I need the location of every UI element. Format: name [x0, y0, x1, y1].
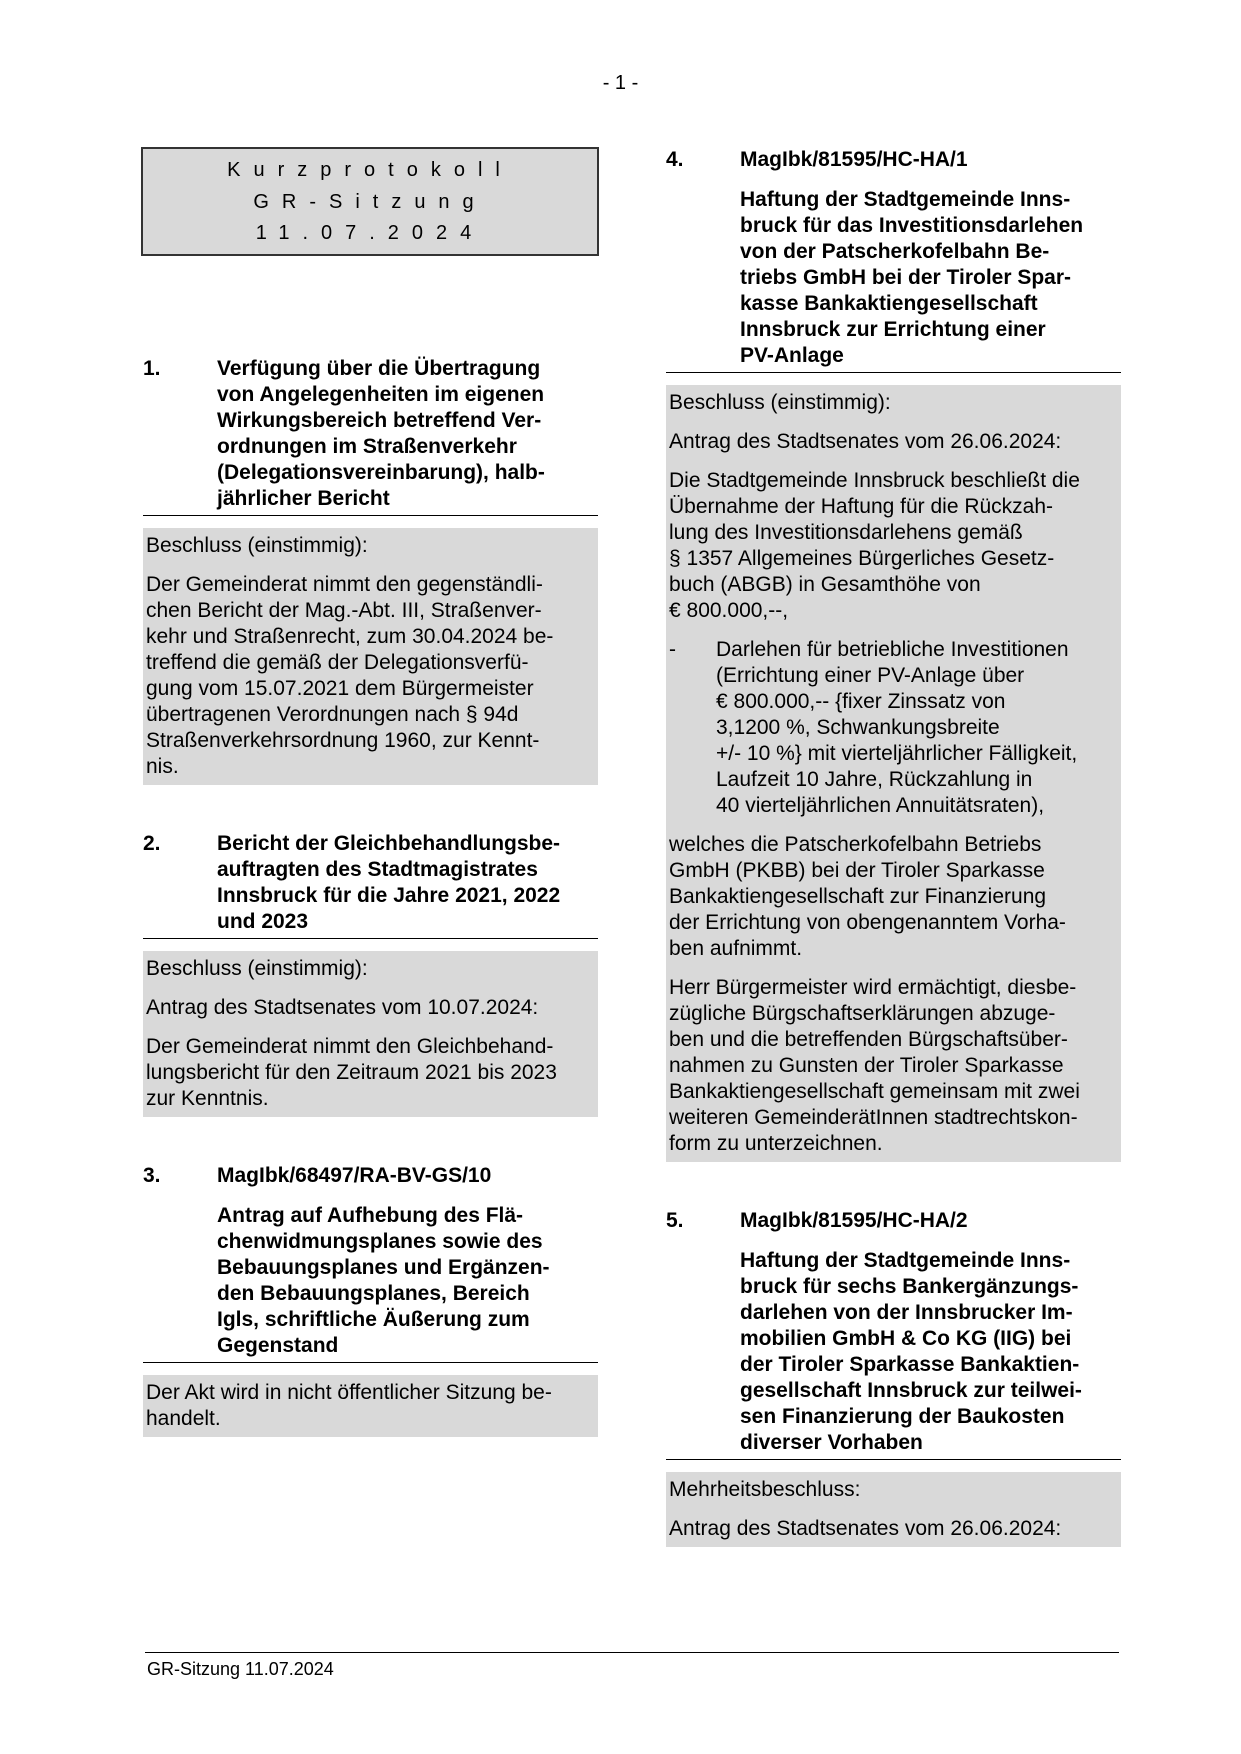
decision-label: Mehrheitsbeschluss: [669, 1478, 861, 1501]
item-number: 3. [143, 1164, 161, 1187]
resolution-block [143, 528, 598, 785]
case-number: MagIbk/68497/RA-BV-GS/10 [217, 1164, 492, 1187]
divider [143, 1362, 598, 1363]
request-line: Antrag des Stadtsenates vom 26.06.2024: [669, 1517, 1062, 1540]
resolution-paragraph-1: Die Stadtgemeinde Innsbruck beschließt die Übernahme der Haftung für die Rückzah- lung des Investitionsdarlehens gemäß § 1357 Allgemeines Bürgerliches Gesetz- buch (ABGB) in Gesamthöhe von € 800.000,--, [669, 469, 1080, 622]
item-number: 4. [666, 148, 684, 171]
agenda-item-3 [143, 1163, 598, 1437]
bullet-item [669, 637, 1118, 819]
title-kurzprotokoll: Kurzprotokoll [227, 159, 513, 182]
item-number: 2. [143, 832, 161, 855]
divider [666, 1459, 1121, 1460]
resolution-text: Der Akt wird in nicht öffentlicher Sitzung be- handelt. [146, 1381, 552, 1430]
resolution-paragraph-2: welches die Patscherkofelbahn Betriebs GmbH (PKBB) bei der Tiroler Sparkasse Bankaktiengesellschaft zur Finanzierung der Errichtung von obengenanntem Vorha- ben aufnimmt. [669, 833, 1066, 960]
item-title: MagIbk/68497/RA-BV-GS/10 Antrag auf Aufhebung des Flä- chenwidmungsplanes sowie des Bebauungsplanes und Ergänzen- den Bebauungsplanes, Bereich Igls, schriftliche Äußerung zum Gegenstand [217, 1163, 598, 1359]
divider [143, 938, 598, 939]
item-number: 1. [143, 357, 161, 380]
divider [143, 515, 598, 516]
resolution-block [143, 951, 598, 1117]
footer-rule [145, 1652, 1119, 1653]
left-column [143, 147, 598, 1437]
bullet-dash: - [669, 638, 676, 661]
title-box [141, 147, 599, 256]
decision-label: Beschluss (einstimmig): [146, 957, 368, 980]
divider [666, 372, 1121, 373]
title-session: GR-Sitzung [253, 190, 487, 213]
agenda-item-2 [143, 831, 598, 1117]
case-number: MagIbk/81595/HC-HA/2 [740, 1209, 968, 1232]
item-title: MagIbk/81595/HC-HA/1 Haftung der Stadtgemeinde Inns- bruck für das Investitionsdarlehen von der Patscherkofelbahn Be- triebs GmbH bei der Tiroler Spar- kasse Bankaktiengesellschaft Innsbruck zur Errichtung einer PV-Anlage [740, 147, 1121, 369]
item-number: 5. [666, 1209, 684, 1232]
request-line: Antrag des Stadtsenates vom 10.07.2024: [146, 996, 539, 1019]
agenda-item-1 [143, 356, 598, 785]
item-title: Verfügung über die Übertragung von Angelegenheiten im eigenen Wirkungsbereich betreffend Ver- ordnungen im Straßenverkehr (Delegationsvereinbarung), halb- jährlicher Bericht [217, 357, 545, 510]
resolution-block [666, 385, 1121, 1162]
decision-label: Beschluss (einstimmig): [669, 391, 891, 414]
bullet-text: Darlehen für betriebliche Investitionen (Errichtung einer PV-Anlage über € 800.000,-- {fixer Zinssatz von 3,1200 %, Schwankungsbreite +/- 10 %} mit vierteljährlicher Fälligkeit, Laufzeit 10 Jahre, Rückzahlung in 40 vierteljährlichen Annuitätsraten), [716, 638, 1078, 817]
decision-label: Beschluss (einstimmig): [146, 534, 368, 557]
resolution-text: Der Gemeinderat nimmt den gegenständli- chen Bericht der Mag.-Abt. III, Straßenver- kehr und Straßenrecht, zum 30.04.2024 be- treffend die gemäß der Delegationsverfü- gung vom 15.07.2021 dem Bürgermeister übertragenen Verordnungen nach § 94d Straßenverkehrsordnung 1960, zur Kennt- nis. [146, 573, 554, 778]
title-date: 11.07.2024 [255, 221, 485, 244]
right-column [666, 147, 1121, 1547]
agenda-item-4 [666, 147, 1121, 1162]
item-title: Bericht der Gleichbehandlungsbe- auftragten des Stadtmagistrates Innsbruck für die Jahre 2021, 2022 und 2023 [217, 832, 561, 933]
item-title: MagIbk/81595/HC-HA/2 Haftung der Stadtgemeinde Inns- bruck für sechs Bankergänzungs- darlehen von der Innsbrucker Im- mobilien GmbH & Co KG (IIG) bei der Tiroler Sparkasse Bankaktien- gesellschaft Innsbruck zur teilwei- sen Finanzierung der Baukosten diverser Vorhaben [740, 1208, 1121, 1456]
case-number: MagIbk/81595/HC-HA/1 [740, 148, 968, 171]
agenda-item-5 [666, 1208, 1121, 1547]
resolution-text: Der Gemeinderat nimmt den Gleichbehand- lungsbericht für den Zeitraum 2021 bis 2023 zur Kenntnis. [146, 1035, 557, 1110]
footer: GR-Sitzung 11.07.2024 [147, 1659, 334, 1679]
resolution-block [143, 1375, 598, 1437]
page-number: - 1 - [602, 72, 639, 94]
resolution-paragraph-3: Herr Bürgermeister wird ermächtigt, diesbe- zügliche Bürgschaftserklärungen abzuge- ben und die betreffenden Bürgschaftsüber- nahmen zu Gunsten der Tiroler Sparkasse Bankaktiengesellschaft gemeinsam mit zwei weiteren GemeinderätInnen stadtrechtskon- form zu unterzeichnen. [669, 976, 1080, 1155]
resolution-block [666, 1472, 1121, 1547]
request-line: Antrag des Stadtsenates vom 26.06.2024: [669, 430, 1062, 453]
